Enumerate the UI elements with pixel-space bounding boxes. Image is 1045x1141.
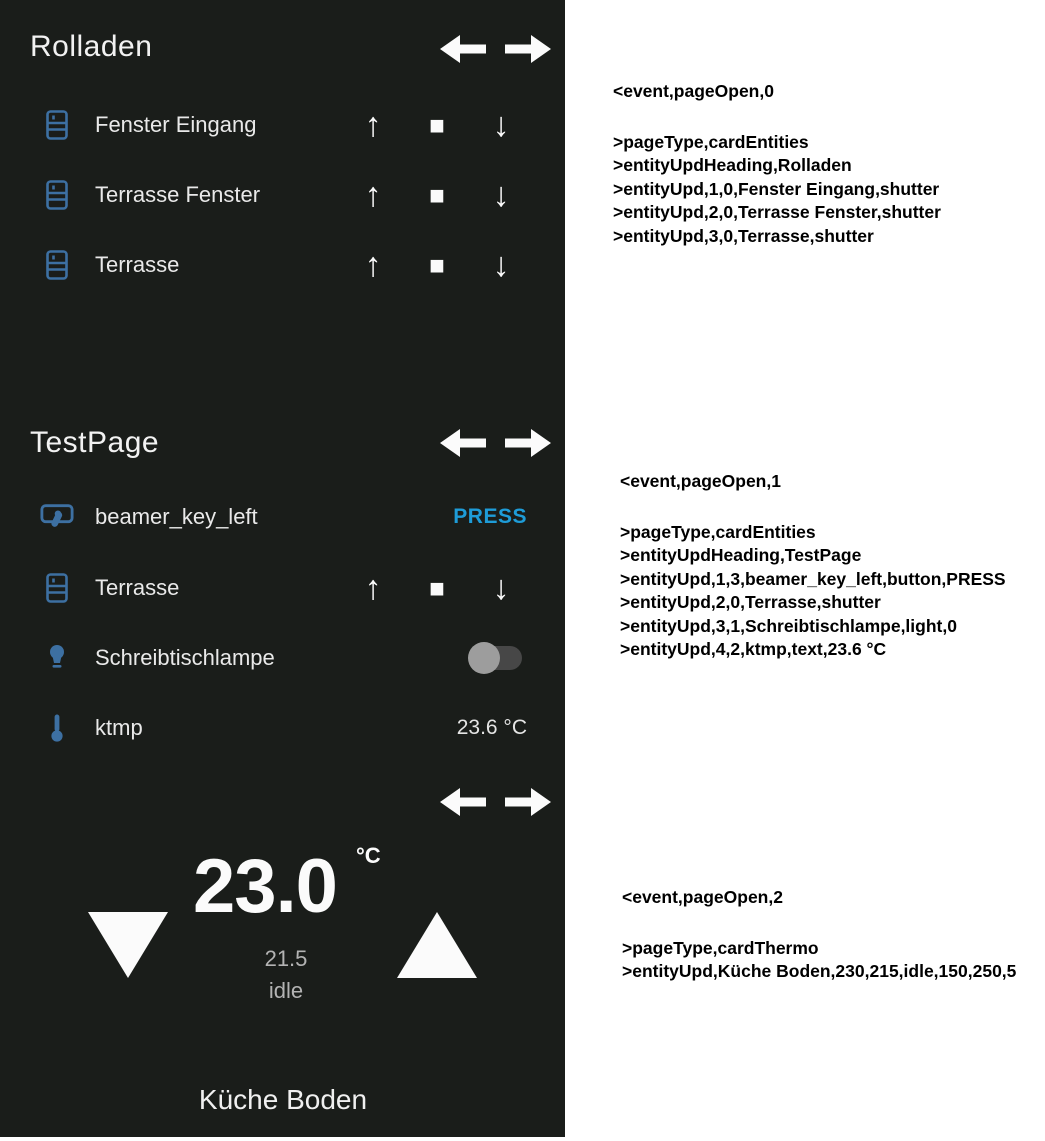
- page-nav-rolladen: [440, 35, 552, 63]
- log-line: >entityUpd,3,1,Schreibtischlampe,light,0: [620, 615, 957, 636]
- light-toggle[interactable]: [470, 646, 522, 670]
- entity-row: [0, 495, 565, 539]
- log-line: >entityUpdHeading,Rolladen: [613, 155, 852, 175]
- entity-row: [0, 706, 565, 750]
- window-shutter-icon: [40, 573, 74, 603]
- shutter-stop-button[interactable]: ■: [429, 180, 445, 210]
- shutter-up-button[interactable]: ↑: [364, 569, 382, 607]
- log-line: >entityUpd,1,0,Fenster Eingang,shutter: [613, 178, 940, 199]
- press-button[interactable]: PRESS: [453, 505, 527, 528]
- log-block-page2: [622, 886, 1016, 984]
- log-event-line: <event,pageOpen,1: [620, 471, 781, 491]
- nav-right-arrow-icon[interactable]: [505, 788, 551, 816]
- entity-row: [0, 103, 565, 147]
- log-event-line: <event,pageOpen,0: [613, 81, 774, 101]
- entity-label: Fenster Eingang: [95, 112, 257, 137]
- temp-increase-button[interactable]: [397, 912, 477, 978]
- page-nav-testpage: [440, 429, 552, 457]
- entity-row: [0, 243, 565, 287]
- thermostat-state: idle: [268, 978, 304, 1003]
- log-event-line: <event,pageOpen,2: [622, 887, 783, 907]
- log-block-page1: [620, 470, 1006, 662]
- window-shutter-icon: [40, 110, 74, 140]
- entity-row: [0, 636, 565, 680]
- page-nav-thermo: [440, 788, 552, 816]
- shutter-up-button[interactable]: ↑: [364, 106, 382, 144]
- lightbulb-icon: [40, 643, 74, 673]
- entity-label: beamer_key_left: [95, 504, 258, 529]
- gesture-tap-button-icon: [40, 502, 74, 532]
- nav-left-arrow-icon[interactable]: [440, 35, 486, 63]
- log-line: >entityUpd,2,0,Terrasse,shutter: [620, 592, 881, 612]
- entity-label: Schreibtischlampe: [95, 645, 275, 670]
- shutter-up-button[interactable]: ↑: [364, 176, 382, 214]
- entity-row: [0, 566, 565, 610]
- nav-left-arrow-icon[interactable]: [440, 429, 486, 457]
- nav-left-arrow-icon[interactable]: [440, 788, 486, 816]
- log-line: >entityUpd,4,2,ktmp,text,23.6 °C: [620, 639, 887, 659]
- entity-value: 23.6 °C: [456, 716, 527, 739]
- nav-right-arrow-icon[interactable]: [505, 429, 551, 457]
- entity-label: ktmp: [95, 715, 143, 740]
- current-temperature: 23.0: [193, 844, 337, 929]
- shutter-down-button[interactable]: ↓: [492, 246, 510, 284]
- shutter-down-button[interactable]: ↓: [492, 569, 510, 607]
- temperature-unit: °C: [356, 843, 381, 868]
- log-line: >pageType,cardThermo: [622, 937, 819, 958]
- shutter-up-button[interactable]: ↑: [364, 246, 382, 284]
- temp-decrease-button[interactable]: [88, 912, 168, 978]
- entity-label: Terrasse: [95, 575, 180, 600]
- window-shutter-icon: [40, 180, 74, 210]
- shutter-down-button[interactable]: ↓: [492, 176, 510, 214]
- toggle-knob: [468, 642, 500, 674]
- shutter-stop-button[interactable]: ■: [429, 250, 445, 280]
- thermostat-title: Küche Boden: [198, 1084, 368, 1115]
- setpoint-temperature: 21.5: [264, 946, 308, 971]
- shutter-stop-button[interactable]: ■: [429, 110, 445, 140]
- entity-label: Terrasse Fenster: [95, 182, 261, 207]
- shutter-down-button[interactable]: ↓: [492, 106, 510, 144]
- log-block-page0: [613, 80, 941, 248]
- window-shutter-icon: [40, 250, 74, 280]
- log-line: >entityUpdHeading,TestPage: [620, 545, 862, 565]
- log-line: >pageType,cardEntities: [613, 131, 809, 152]
- shutter-stop-button[interactable]: ■: [429, 573, 445, 603]
- log-line: >entityUpd,3,0,Terrasse,shutter: [613, 225, 874, 246]
- thermometer-icon: [40, 713, 74, 743]
- card-heading-testpage: TestPage: [30, 426, 160, 459]
- log-line: >pageType,cardEntities: [620, 521, 816, 542]
- entity-row: [0, 173, 565, 217]
- log-line: >entityUpd,Küche Boden,230,215,idle,150,250,5: [622, 961, 1017, 981]
- log-line: >entityUpd,2,0,Terrasse Fenster,shutter: [613, 202, 941, 222]
- card-heading-rolladen: Rolladen: [30, 30, 153, 63]
- nav-right-arrow-icon[interactable]: [505, 35, 551, 63]
- log-line: >entityUpd,1,3,beamer_key_left,button,PRESS: [620, 568, 1006, 589]
- entity-label: Terrasse: [95, 252, 180, 277]
